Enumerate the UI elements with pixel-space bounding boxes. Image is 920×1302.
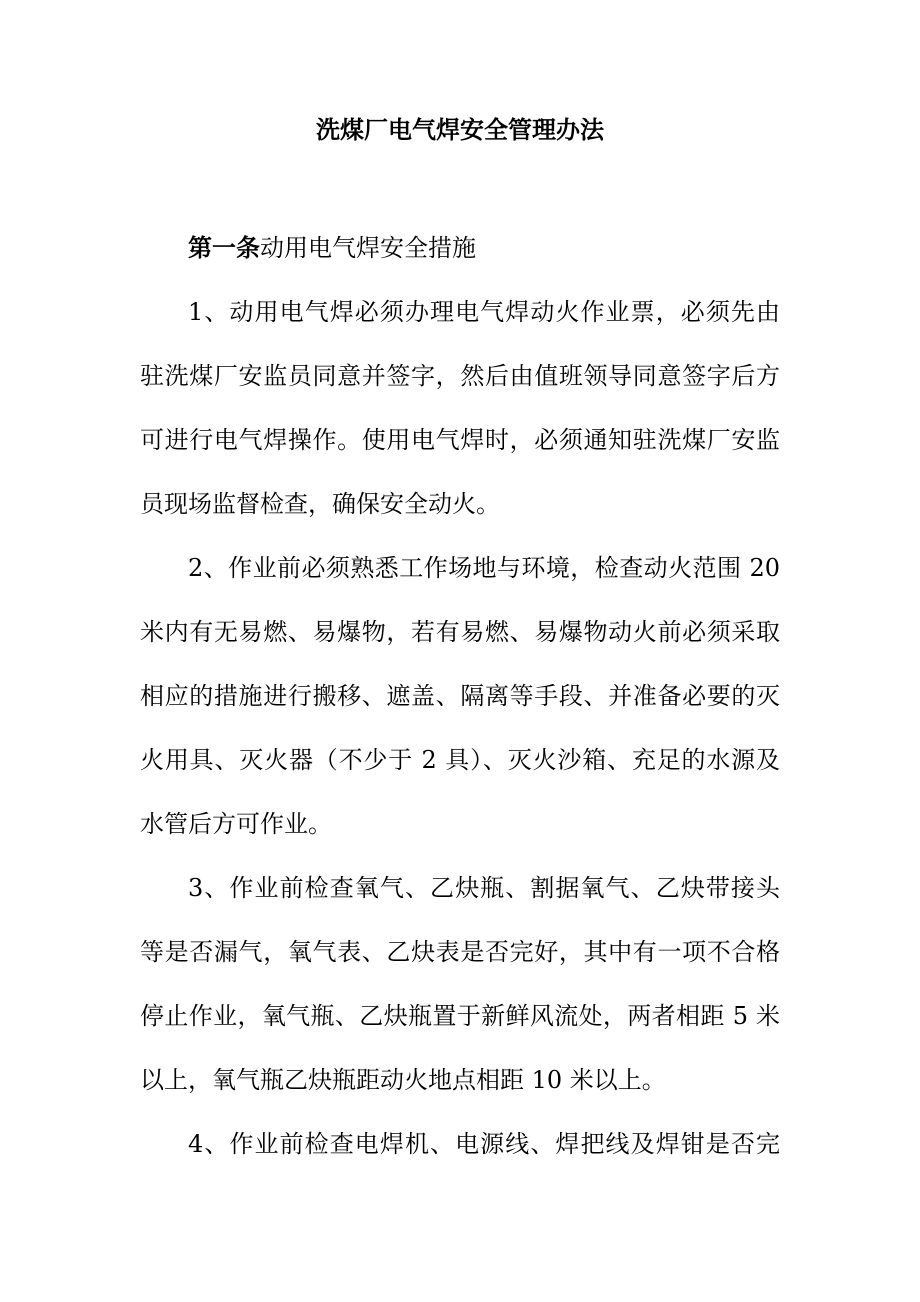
paragraph-4 (140, 1124, 780, 1164)
article-heading (188, 228, 476, 268)
paragraph-line: 可进行电气焊操作。使用电气焊时，必须通知驻洗煤厂安监 (140, 426, 780, 454)
paragraph-line: 4、作业前检查电焊机、电源线、焊把线及焊钳是否完 (188, 1130, 780, 1158)
article-heading-text: 动用电气焊安全措施 (260, 234, 476, 262)
paragraph-line: 员现场监督检查，确保安全动火。 (140, 490, 500, 518)
paragraph-line: 相应的措施进行搬移、遮盖、隔离等手段、并准备必要的灭 (140, 682, 780, 710)
paragraph-line: 米内有无易燃、易爆物，若有易燃、易爆物动火前必须采取 (140, 618, 780, 646)
paragraph-line: 停止作业，氧气瓶、乙炔瓶置于新鲜风流处，两者相距 5 米 (140, 1002, 780, 1030)
paragraph-line: 驻洗煤厂安监员同意并签字，然后由值班领导同意签字后方 (140, 362, 780, 390)
article-label: 第一条 (188, 234, 260, 262)
paragraph-2 (140, 548, 780, 844)
paragraph-line: 水管后方可作业。 (140, 810, 332, 838)
paragraph-line: 等是否漏气，氧气表、乙炔表是否完好，其中有一项不合格 (140, 938, 780, 966)
paragraph-1 (140, 292, 780, 524)
paragraph-line: 火用具、灭火器（不少于 2 具）、灭火沙箱、充足的水源及 (140, 746, 780, 774)
paragraph-line: 3、作业前检查氧气、乙炔瓶、割据氧气、乙炔带接头 (188, 874, 780, 902)
paragraph-line: 1、动用电气焊必须办理电气焊动火作业票，必须先由 (188, 298, 780, 326)
paragraph-3 (140, 868, 780, 1100)
paragraph-line: 以上，氧气瓶乙炔瓶距动火地点相距 10 米以上。 (140, 1066, 666, 1094)
paragraph-line: 2、作业前必须熟悉工作场地与环境，检查动火范围 20 (188, 554, 780, 582)
document-title: 洗煤厂电气焊安全管理办法 (316, 116, 604, 144)
